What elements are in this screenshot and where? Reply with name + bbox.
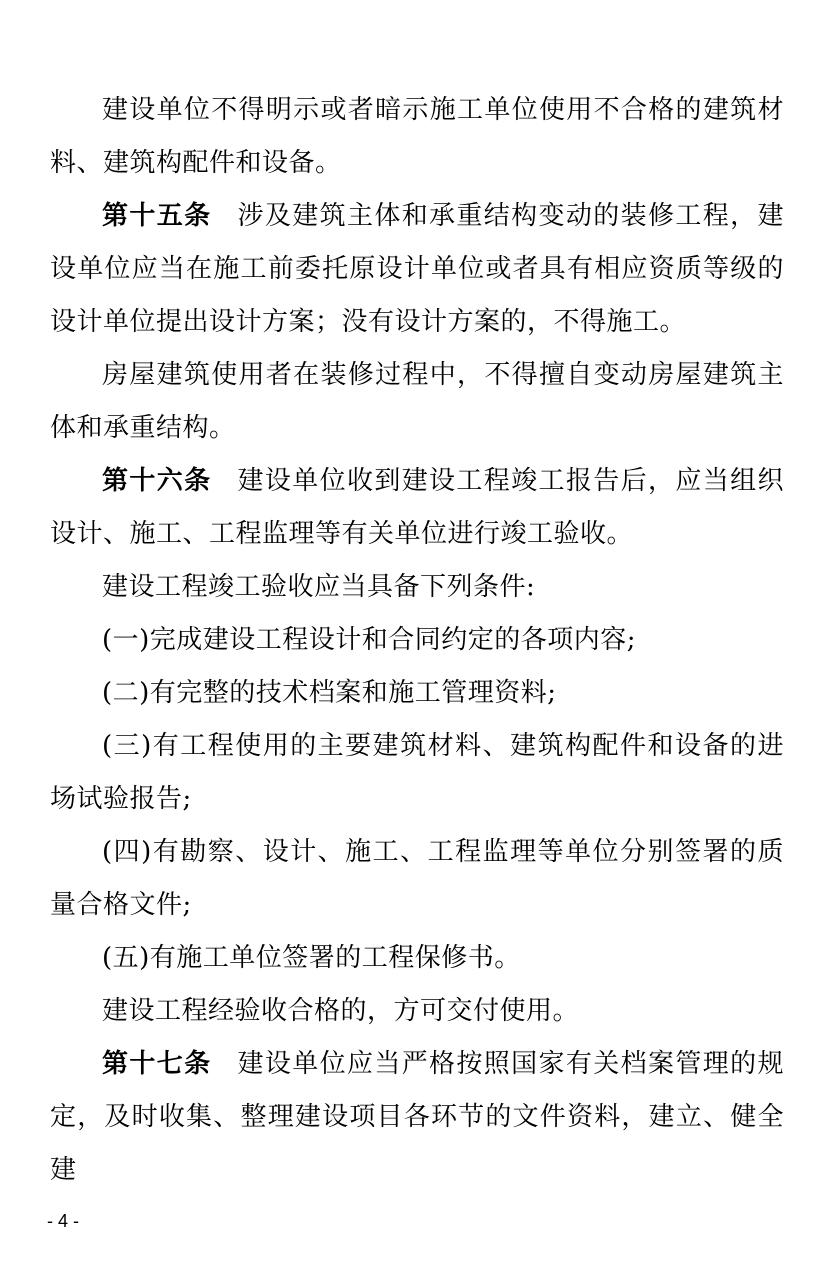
paragraph (50, 561, 784, 614)
paragraph-article-16 (50, 455, 784, 561)
list-item (50, 720, 784, 826)
paragraph-text: 建设单位收到建设工程竣工报告后，应当组织设计、施工、工程监理等有关单位进行竣工验收。 (50, 466, 784, 549)
list-item (50, 932, 784, 985)
paragraph-text: 建设单位应当严格按照国家有关档案管理的规定，及时收集、整理建设项目各环节的文件资料，建立、健全建 (50, 1049, 784, 1185)
paragraph-text: 建设单位不得明示或者暗示施工单位使用不合格的建筑材料、建筑构配件和设备。 (50, 95, 784, 178)
list-item-text: (一)完成建设工程设计和合同约定的各项内容; (102, 625, 637, 655)
list-item (50, 614, 784, 667)
paragraph-article-15 (50, 190, 784, 349)
paragraph (50, 985, 784, 1038)
paragraph-text: 建设工程经验收合格的，方可交付使用。 (102, 996, 580, 1026)
paragraph-text: 建设工程竣工验收应当具备下列条件: (102, 572, 536, 602)
list-item-text: (三)有工程使用的主要建筑材料、建筑构配件和设备的进场试验报告; (50, 731, 784, 814)
list-item-text: (二)有完整的技术档案和施工管理资料; (102, 678, 557, 708)
document-body (50, 84, 784, 1197)
list-item (50, 826, 784, 932)
list-item (50, 667, 784, 720)
list-item-text: (四)有勘察、设计、施工、工程监理等单位分别签署的质量合格文件; (50, 837, 784, 920)
article-heading: 第十七条 (102, 1049, 212, 1079)
paragraph-article-17 (50, 1038, 784, 1197)
paragraph (50, 84, 784, 190)
list-item-text: (五)有施工单位签署的工程保修书。 (102, 943, 521, 973)
paragraph (50, 349, 784, 455)
article-heading: 第十六条 (102, 466, 212, 496)
paragraph-text: 涉及建筑主体和承重结构变动的装修工程，建设单位应当在施工前委托原设计单位或者具有相应资质等级的设计单位提出设计方案；没有设计方案的，不得施工。 (50, 201, 784, 337)
page-number: - 4 - (47, 1211, 80, 1231)
paragraph-text: 房屋建筑使用者在装修过程中，不得擅自变动房屋建筑主体和承重结构。 (50, 360, 784, 443)
article-heading: 第十五条 (102, 201, 212, 231)
